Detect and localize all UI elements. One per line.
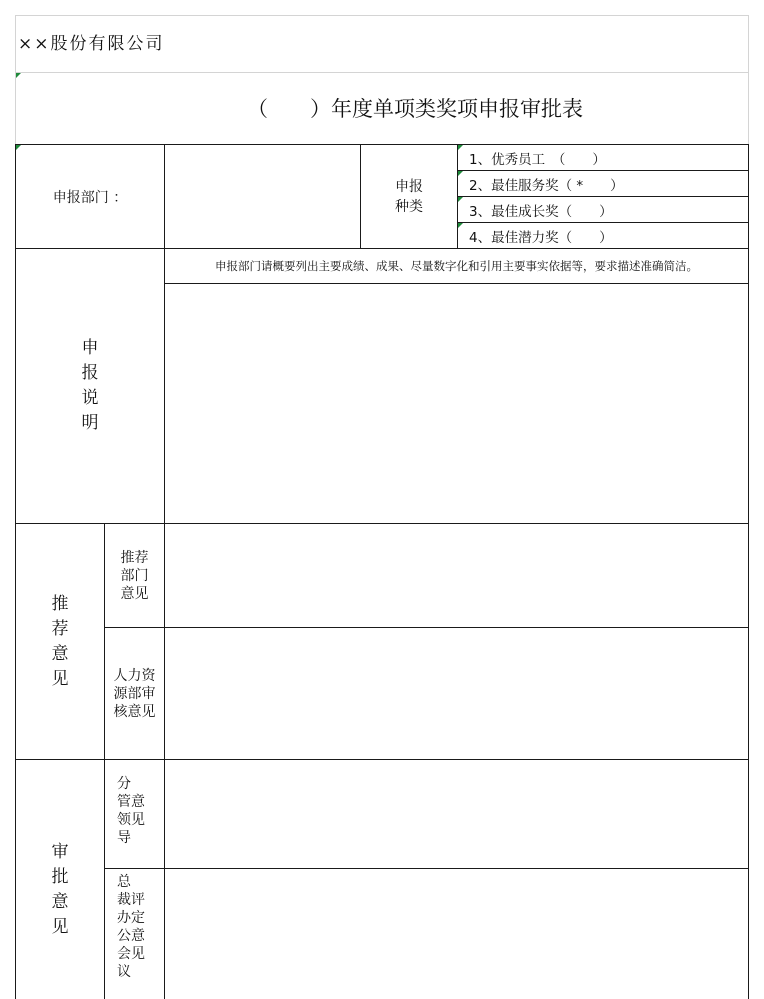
company-name: ××股份有限公司: [18, 34, 165, 54]
apply-type-option[interactable]: 3、最佳成长奖（ ）: [469, 203, 613, 220]
apply-type-option[interactable]: 1、优秀员工 （ ）: [469, 151, 606, 168]
president-office-field[interactable]: [165, 869, 748, 999]
leader-opinion-field[interactable]: [165, 760, 748, 868]
president-office-label: 总 裁评 办定 公意 会见 议: [117, 874, 145, 980]
leader-opinion-label: 分 管意 领见 导: [117, 776, 145, 846]
description-hint: 申报部门请概要列出主要成绩、成果、尽量数字化和引用主要事实依据等，要求描述准确简洁。: [215, 259, 698, 273]
apply-dept-field[interactable]: [165, 145, 360, 248]
description-label: 申 报 说 明: [81, 338, 99, 433]
apply-type-option[interactable]: 4、最佳潜力奖（ ）: [469, 229, 613, 246]
recommend-dept-label: 推荐 部门 意见: [120, 549, 149, 602]
apply-type-label: 申报 种类: [395, 178, 423, 215]
recommend-label: 推 荐 意 见: [51, 593, 69, 689]
hr-review-label: 人力资 源部审 核意见: [113, 667, 156, 720]
form-title: （ ）年度单项类奖项申报审批表: [247, 97, 583, 121]
recommend-dept-field[interactable]: [165, 524, 748, 627]
apply-dept-label: 申报部门 ：: [52, 189, 128, 206]
description-field[interactable]: [165, 284, 748, 523]
cell-marker: [16, 73, 21, 78]
apply-type-option[interactable]: 2、最佳服务奖（ * ）: [469, 177, 624, 194]
hr-review-field[interactable]: [165, 628, 748, 759]
approval-label: 审 批 意 见: [51, 841, 69, 937]
